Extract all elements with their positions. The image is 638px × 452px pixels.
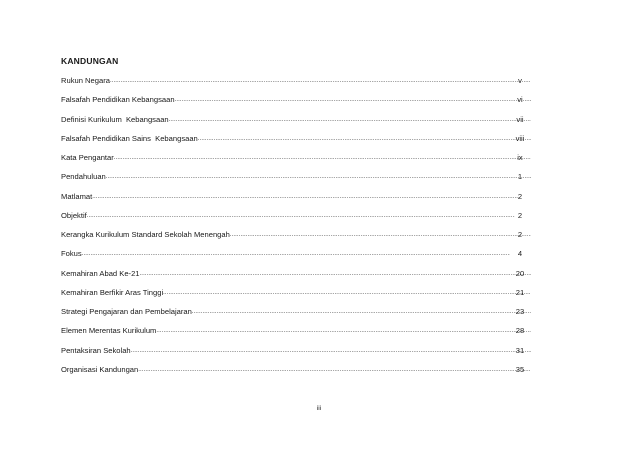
- toc-entry-label: Elemen Merentas Kurikulum: [61, 326, 157, 336]
- toc-entry-label: Organisasi Kandungan: [61, 364, 139, 374]
- toc-leader-dots: [110, 76, 531, 86]
- toc-entry: [61, 346, 531, 365]
- toc-entry-page: vii: [516, 114, 524, 124]
- toc-entry: [61, 95, 531, 114]
- toc-entry-page: 2: [517, 191, 523, 201]
- toc-entry-page: 1: [517, 172, 523, 182]
- toc-entry: [61, 76, 531, 95]
- toc-entry-page: 20: [515, 268, 525, 278]
- toc-entry: [61, 307, 531, 326]
- toc-entry-page: 21: [515, 287, 525, 297]
- toc-entry-label: Kemahiran Berfikir Aras Tinggi: [61, 287, 164, 297]
- toc-entry: [61, 288, 531, 307]
- toc-entry-label: Falsafah Pendidikan Kebangsaan: [61, 95, 175, 105]
- toc-entry-page: ix: [517, 153, 523, 162]
- toc-entry: [61, 230, 531, 249]
- toc-entry: [61, 269, 531, 288]
- toc-leader-dots: [169, 115, 531, 125]
- page-number: iii: [316, 405, 322, 412]
- toc-leader-dots: [87, 211, 515, 221]
- toc-entry: [61, 211, 531, 230]
- toc-entry: [61, 115, 531, 134]
- toc-entry: [61, 249, 531, 268]
- toc-entry: [61, 134, 531, 153]
- toc-entry-page: vi: [517, 95, 523, 105]
- toc-leader-dots: [92, 192, 520, 202]
- toc-entry-page: 2: [517, 230, 523, 239]
- toc-entry-label: Kerangka Kurikulum Standard Sekolah Menengah: [61, 230, 230, 239]
- toc-entry-page: 35: [515, 364, 525, 374]
- toc-entry: [61, 365, 531, 384]
- toc-leader-dots: [175, 95, 531, 105]
- toc-entry-page: 4: [517, 249, 523, 259]
- toc-list: [61, 76, 531, 384]
- toc-leader-dots: [114, 153, 531, 163]
- toc-leader-dots: [106, 172, 531, 182]
- toc-entry: [61, 326, 531, 345]
- toc-entry-page: v: [518, 76, 522, 85]
- toc-entry-page: viii: [515, 133, 525, 143]
- toc-leader-dots: [138, 365, 531, 375]
- toc-entry-label: Strategi Pengajaran dan Pembelajaran: [61, 307, 192, 316]
- toc-entry-page: 23: [515, 307, 525, 316]
- toc-leader-dots: [230, 230, 531, 240]
- toc-leader-dots: [198, 134, 531, 144]
- toc-entry-label: Fokus: [61, 249, 82, 259]
- toc-title: KANDUNGAN: [61, 56, 119, 66]
- toc-entry-page: 28: [515, 326, 525, 336]
- toc-entry-label: Falsafah Pendidikan Sains Kebangsaan: [61, 133, 198, 143]
- toc-entry-page: 2: [517, 210, 523, 220]
- toc-entry-label: Pendahuluan: [61, 172, 106, 182]
- toc-leader-dots: [192, 307, 531, 317]
- toc-entry-label: Rukun Negara: [61, 76, 110, 85]
- toc-entry-label: Pentaksiran Sekolah: [61, 345, 131, 355]
- toc-leader-dots: [163, 288, 531, 298]
- toc-entry-page: 31: [515, 345, 525, 355]
- toc-entry: [61, 153, 531, 172]
- toc-leader-dots: [140, 269, 531, 279]
- toc-entry-label: Objektif: [61, 210, 87, 220]
- toc-entry-label: Kemahiran Abad Ke-21: [61, 268, 140, 278]
- toc-entry-label: Kata Pengantar: [61, 153, 114, 162]
- toc-leader-dots: [156, 326, 531, 336]
- toc-entry: [61, 192, 531, 211]
- toc-leader-dots: [82, 249, 510, 259]
- toc-leader-dots: [131, 346, 531, 356]
- toc-entry-label: Definisi Kurikulum Kebangsaan: [61, 114, 169, 124]
- toc-entry: [61, 172, 531, 191]
- toc-entry-label: Matlamat: [61, 191, 93, 201]
